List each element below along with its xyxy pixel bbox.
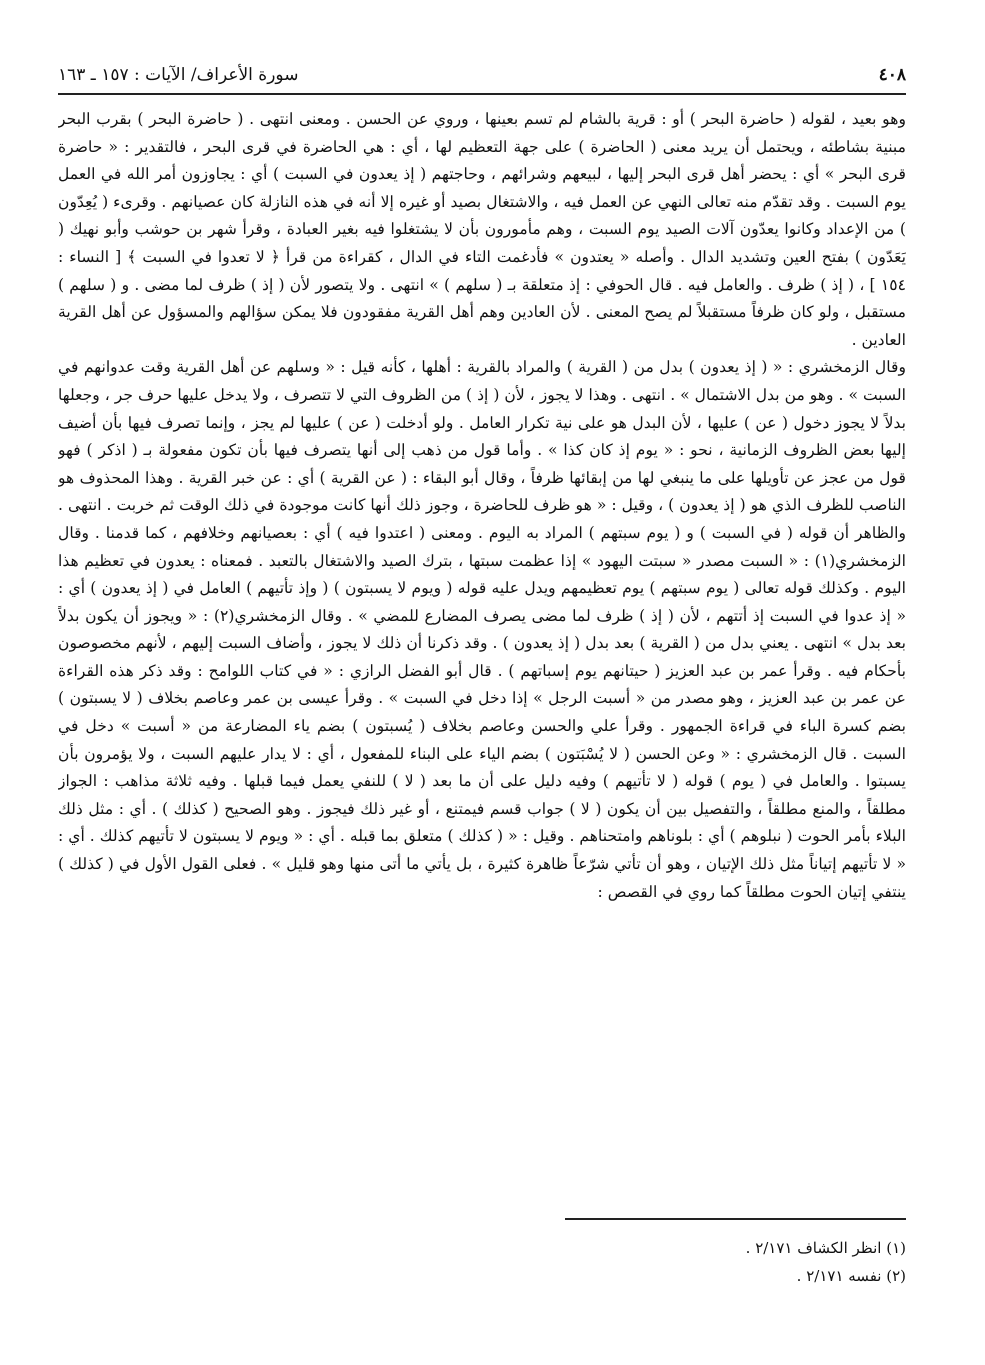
page-number: ٤٠٨ [878,65,906,85]
footnote: (١) انظر الكشاف ٢/١٧١ . [745,1239,906,1257]
footnotes [58,1234,906,1290]
running-title: سورة الأعراف/ الآيات : ١٥٧ ـ ١٦٣ [58,65,299,85]
paragraph: وقال الزمخشري : « ( إذ يعدون ) بدل من ( القرية ) والمراد بالقرية : أهلها ، كأنه قيل : « وسلهم عن أهل القرية وقت عدوانهم في السبت » . وهو من بدل الاشتمال » . انتهى . وهذا لا يجوز ، لأن ( إذ ) من الظروف التي لا تتصرف ، ولا يدخل عليها حرف جر ، وجعلها بدلاً لا يجوز دخول ( عن ) عليها ، لأن البدل هو على نية تكرار العامل . ولو أدخلت ( عن ) عليها لم يجز ، وإنما تصرف فيها بأن أضيف إليها بعض الظروف الزمانية ، نحو : « يوم إذ كان كذا » . وأما قول من ذهب إلى أنها يتصرف فيها بأن تكون مفعولة بـ ( اذكر ) فهو قول من عجز عن تأويلها على ما ينبغي لها من إبقائها ظرفاً ، وقال أبو البقاء : ( عن القرية ) أي : عن خبر القرية . وهذا المحذوف هو الناصب للظرف الذي هو ( إذ يعدون ) ، وقيل : « هو ظرف للحاضرة ، وجوز ذلك أنها كانت موجودة في ذلك الوقت ثم خربت . انتهى . والظاهر أن قوله ( في السبت ) و ( يوم سبتهم ) المراد به اليوم . ومعنى ( اعتدوا فيه ) أي : بعصيانهم وخلافهم ، كما قدمنا . وقال الزمخشري(١) : « السبت مصدر « سبتت اليهود » إذا عظمت سبتها ، بترك الصيد والاشتغال بالتعبد . فمعناه : يعدون في تعظيم هذا اليوم . وكذلك قوله تعالى ( يوم سبتهم ) يوم تعظيمهم ويدل عليه قوله ( ويوم لا يسبتون ) ( وإذ تأتيهم ) العامل في ( إذ يعدون ) أي : « إذ عدوا في السبت إذ أتتهم ، لأن ( إذ ) ظرف لما مضى يصرف المضارع للمضي » . وقال الزمخشري(٢) : « ويجوز أن يكون بدلاً بعد بدل » انتهى . يعني بدل من ( القرية ) بعد بدل ( إذ يعدون ) . وقد ذكرنا أن ذلك لا يجوز ، وأضاف السبت إليهم ، لأنهم مخصوصون بأحكام فيه . وقرأ عمر بن عبد العزيز ( حيتانهم يوم إسباتهم ) . قال أبو الفضل الرازي : « في كتاب اللوامح : وقد ذكر هذه القراءة عن عمر بن عبد العزيز ، وهو مصدر من « أسبت الرجل » إذا دخل في السبت » . وقرأ عيسى بن عمر وعاصم بخلاف ( لا يسبتون ) بضم كسرة الباء في قراءة الجمهور . وقرأ علي والحسن وعاصم بخلاف ( يُسبتون ) بضم ياء المضارعة من « أسبت » دخل في السبت . قال الزمخشري : « وعن الحسن ( لا يُسْبَتون ) بضم الياء على البناء للمفعول ، أي : لا يدار عليهم السبت ، ولا يؤمرون بأن يسبتوا . والعامل في ( يوم ) قوله ( لا تأتيهم ) وفيه دليل على أن ما بعد ( لا ) للنفي يعمل فيما قبلها . وفيه ثلاثة مذاهب : الجواز مطلقاً ، والمنع مطلقاً ، والتفصيل بين أن يكون ( لا ) جواب قسم فيمتنع ، أو غير ذلك فيجوز . وهو الصحيح ( كذلك ) . أي : مثل ذلك البلاء بأمر الحوت ( نبلوهم ) أي : بلوناهم وامتحناهم . وقيل : « ( كذلك ) متعلق بما قبله . أي : « ويوم لا يسبتون لا تأتيهم كذلك . أي : « لا تأتيهم إتياناً مثل ذلك الإتيان ، وهو أن تأتي شرّعاً ظاهرة كثيرة ، بل يأتي ما أتى منها وهو قليل » . فعلى القول الأول في ( كذلك ) ينتفي إتيان الحوت مطلقاً كما روي في القصص : [58,358,906,901]
page-header [58,62,906,88]
footnote: (٢) نفسه ٢/١٧١ . [796,1267,906,1285]
paragraph: وهو بعيد ، لقوله ( حاضرة البحر ) أو : قرية بالشام لم تسم بعينها ، وروي عن الحسن . ومعنى انتهى . ( حاضرة البحر ) بقرب البحر مبنية بشاطئه ، ويحتمل أن يريد معنى ( الحاضرة ) على جهة التعظيم لها ، أي : هي الحاضرة في قرى البحر ، فالتقدير : « حاضرة قرى البحر » أي : يحضر أهل قرى البحر إليها ، لبيعهم وشرائهم ، وحاجتهم ( إذ يعدون في السبت ) أي : يجاوزون أمر الله في العمل يوم السبت . وقد تقدّم منه تعالى النهي عن العمل فيه ، والاشتغال بصيد أو غيره إلا أنه في هذه النازلة كان عصيانهم . وقرىء ( يُعِدّون ) من الإعداد وكانوا يعدّون آلات الصيد يوم السبت ، وهم مأمورون بأن لا يشتغلوا فيه بغير العبادة ، وقرأ شهر بن حوشب وأبو نهيك ( يَعَدّون ) بفتح العين وتشديد الدال . وأصله « يعتدون » فأدغمت التاء في الدال ، كقراءة من قرأ ﴿ لا تعدوا في السبت ﴾ [ النساء : ١٥٤ ] ، ( إذ ) ظرف . والعامل فيه . قال الحوفي : إذ متعلقة بـ ( سلهم ) » انتهى . ولا يتصور لأن ( إذ ) ظرف لما مضى . و ( سلهم ) مستقبل ، ولو كان ظرفاً مستقبلاً لم يصح المعنى . لأن العادين وهم أهل القرية مفقودون فلا يمكن سؤالهم والمسؤول عن أهل القرية العادين . [58,110,906,349]
footnote-divider [565,1218,906,1220]
header-divider [58,93,906,95]
main-text [58,106,906,1196]
